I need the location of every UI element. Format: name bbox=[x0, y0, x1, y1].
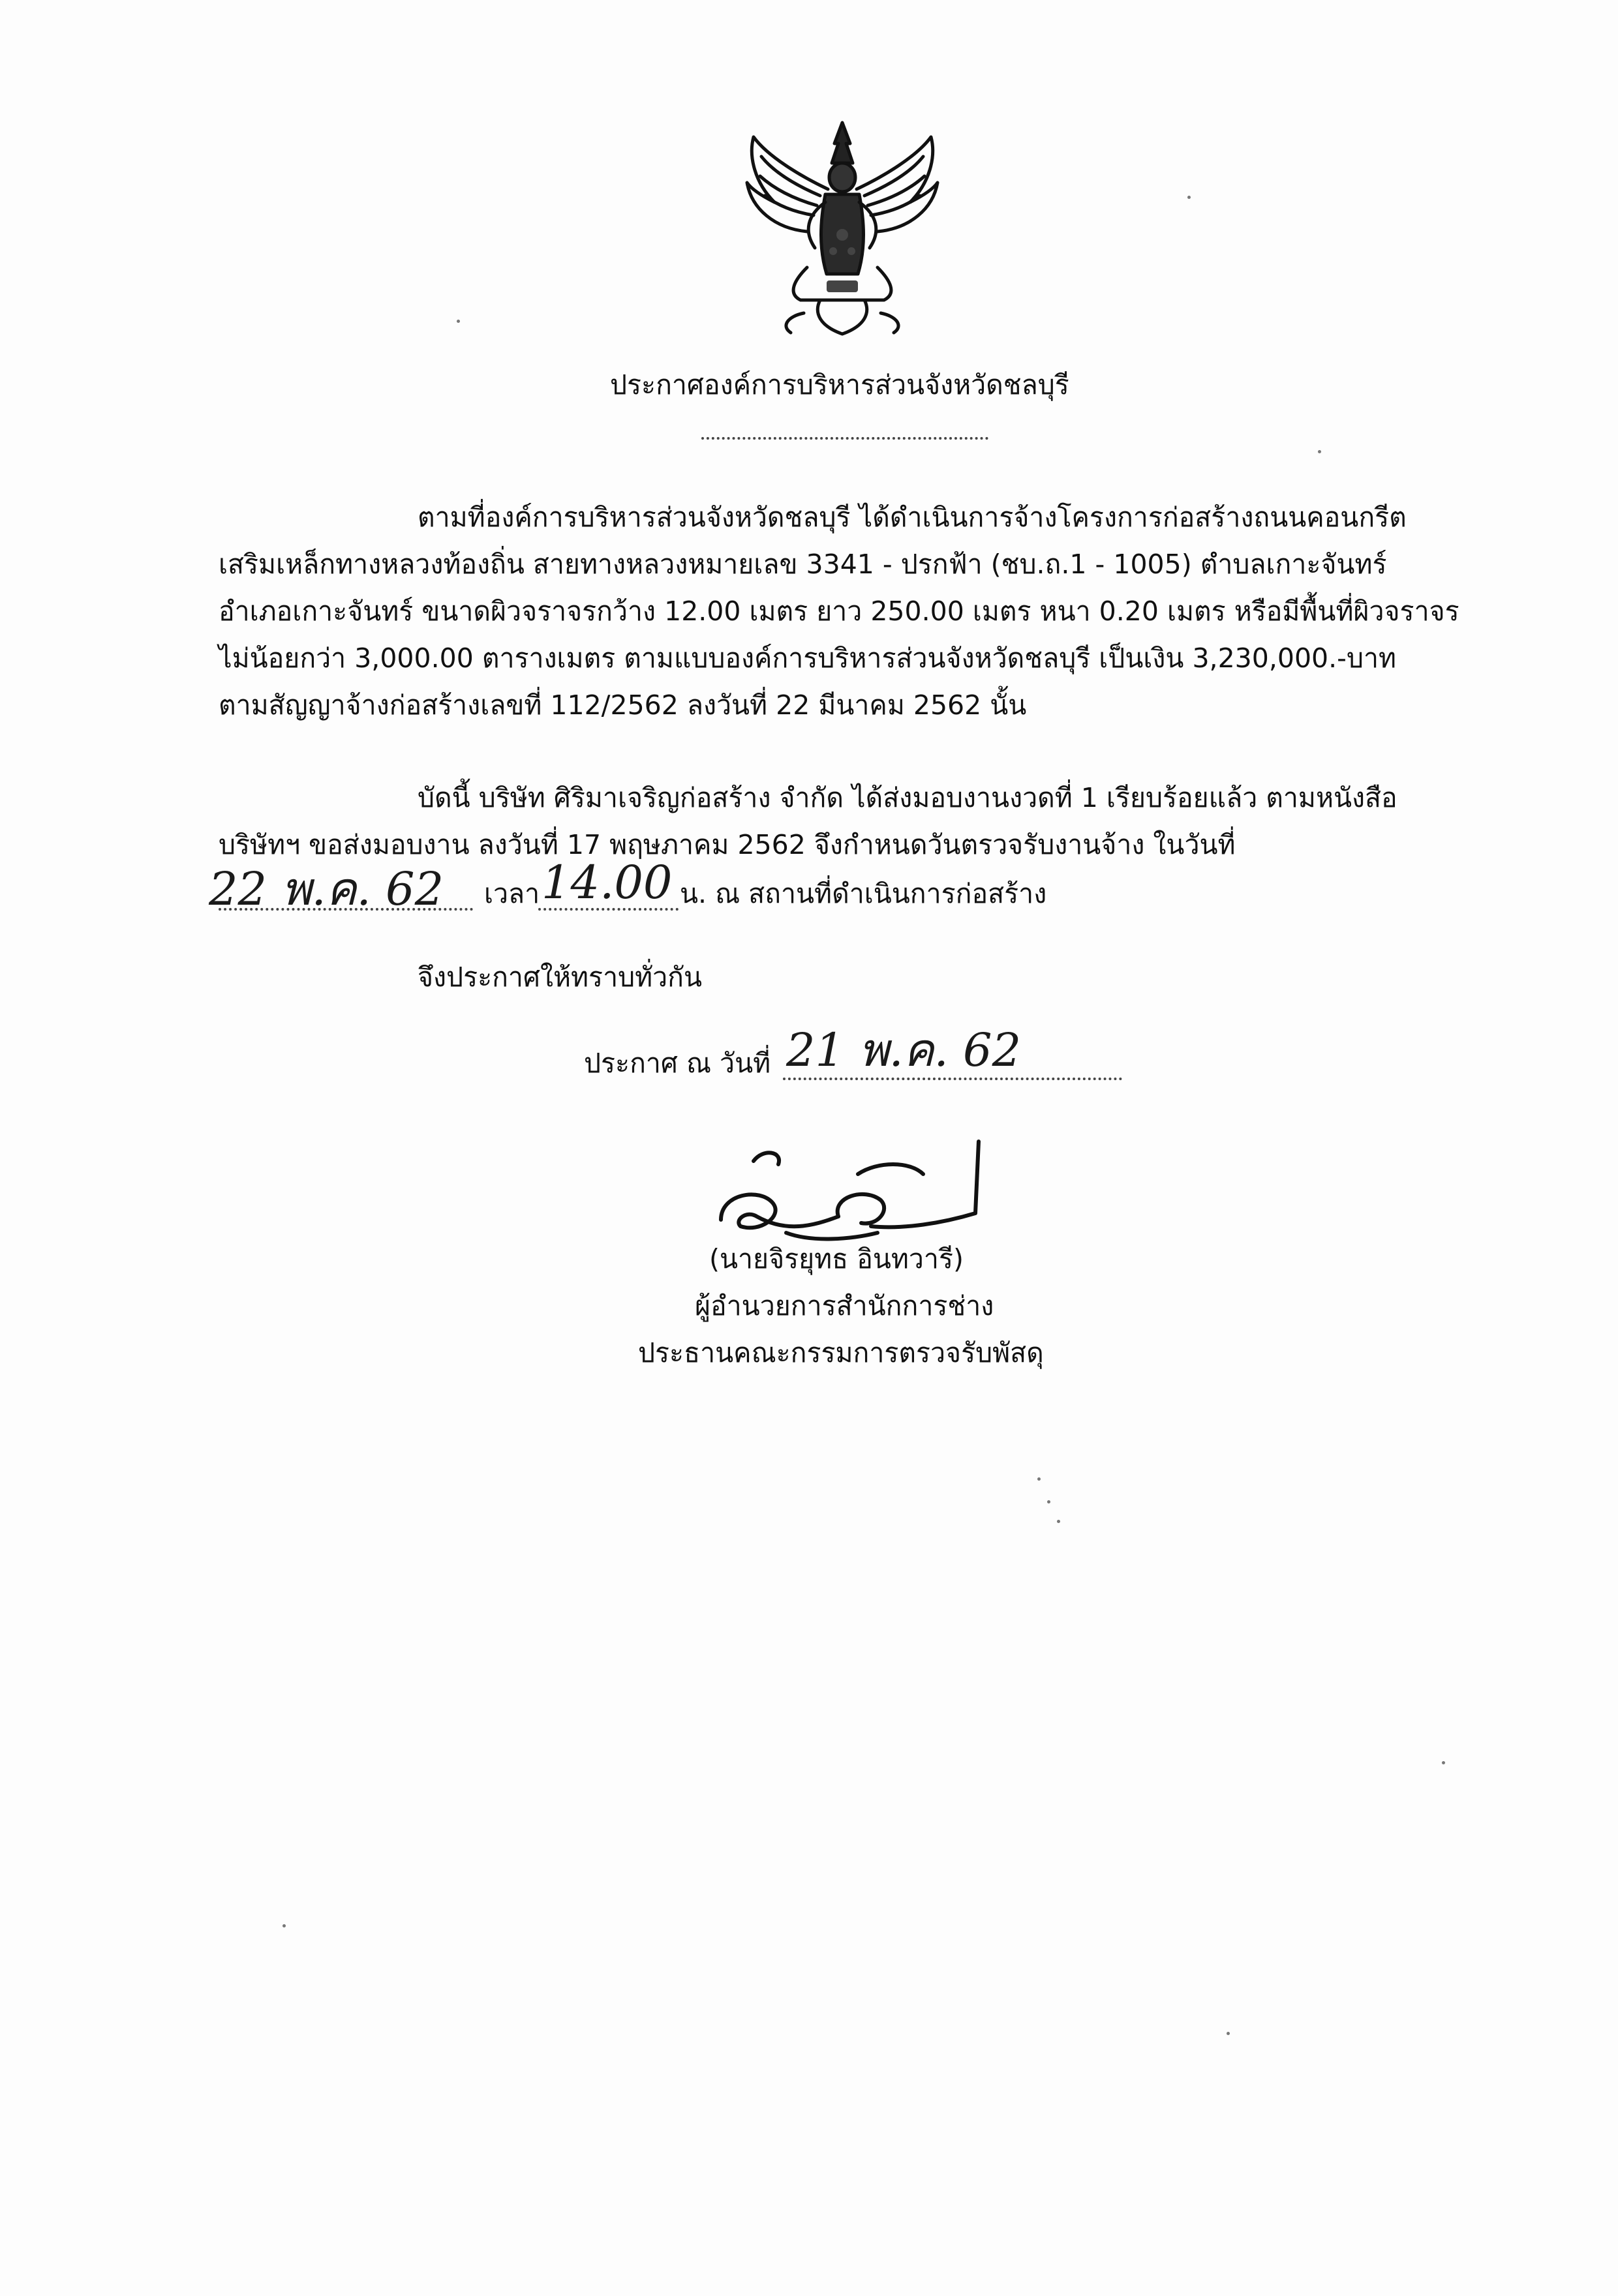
title-dotted-rule bbox=[701, 437, 988, 440]
announce-date-dotted-line bbox=[783, 1078, 1122, 1080]
signer-role: ประธานคณะกรรมการตรวจรับพัสดุ bbox=[638, 1337, 1044, 1368]
paragraph1-line1: ตามที่องค์การบริหารส่วนจังหวัดชลบุรี ได้ดำเนินการจ้างโครงการก่อสร้างถนนคอนกรีต bbox=[418, 502, 1407, 533]
handwritten-inspection-date: 22 พ.ค. 62 bbox=[209, 862, 444, 916]
scan-speck bbox=[282, 1924, 286, 1927]
signer-position: ผู้อำนวยการสำนักการช่าง bbox=[695, 1290, 994, 1322]
paragraph2-line1: บัดนี้ บริษัท ศิริมาเจริญก่อสร้าง จำกัด ได้ส่งมอบงานงวดที่ 1 เรียบร้อยแล้ว ตามหนังสือ bbox=[418, 782, 1397, 813]
paragraph1-line2: เสริมเหล็กทางหลวงท้องถิ่น สายทางหลวงหมายเลข 3341 - ปรกฟ้า (ชบ.ถ.1 - 1005) ตำบลเกาะจันทร์ bbox=[219, 549, 1387, 580]
announce-date-label: ประกาศ ณ วันที่ bbox=[584, 1048, 771, 1079]
scan-speck bbox=[457, 320, 460, 323]
scan-speck bbox=[1318, 450, 1321, 453]
signer-name: (นายจิรยุทธ อินทวารี) bbox=[709, 1243, 964, 1275]
scan-speck bbox=[1057, 1520, 1060, 1523]
paragraph2-line3-tail: น. ณ สถานที่ดำเนินการก่อสร้าง bbox=[680, 878, 1047, 909]
handwritten-signature bbox=[708, 1135, 995, 1252]
scan-speck bbox=[1227, 2032, 1230, 2035]
scan-speck bbox=[1442, 1761, 1445, 1764]
scan-speck bbox=[1037, 1477, 1041, 1481]
garuda-emblem bbox=[742, 117, 943, 339]
scan-speck bbox=[1047, 1500, 1050, 1503]
time-label: เวลา bbox=[484, 878, 540, 909]
closing-statement: จึงประกาศให้ทราบทั่วกัน bbox=[418, 961, 703, 993]
paragraph2-line2: บริษัทฯ ขอส่งมอบงาน ลงวันที่ 17 พฤษภาคม 2562 จึงกำหนดวันตรวจรับงานจ้าง ในวันที่ bbox=[219, 829, 1236, 860]
handwritten-announce-date: 21 พ.ค. 62 bbox=[786, 1023, 1022, 1077]
paragraph1-line3: อำเภอเกาะจันทร์ ขนาดผิวจราจรกว้าง 12.00 เมตร ยาว 250.00 เมตร หนา 0.20 เมตร หรือมีพื้นที่ผิวจราจร bbox=[219, 596, 1459, 627]
inspection-time-dotted-line bbox=[538, 908, 679, 911]
announcement-title: ประกาศองค์การบริหารส่วนจังหวัดชลบุรี bbox=[610, 369, 1069, 400]
paragraph1-line4: ไม่น้อยกว่า 3,000.00 ตารางเมตร ตามแบบองค์การบริหารส่วนจังหวัดชลบุรี เป็นเงิน 3,230,000.-บาท bbox=[219, 642, 1397, 674]
paragraph1-line5: ตามสัญญาจ้างก่อสร้างเลขที่ 112/2562 ลงวันที่ 22 มีนาคม 2562 นั้น bbox=[219, 689, 1027, 721]
inspection-date-dotted-line bbox=[219, 908, 473, 911]
scan-speck bbox=[1187, 196, 1191, 199]
handwritten-inspection-time: 14.00 bbox=[542, 856, 673, 909]
